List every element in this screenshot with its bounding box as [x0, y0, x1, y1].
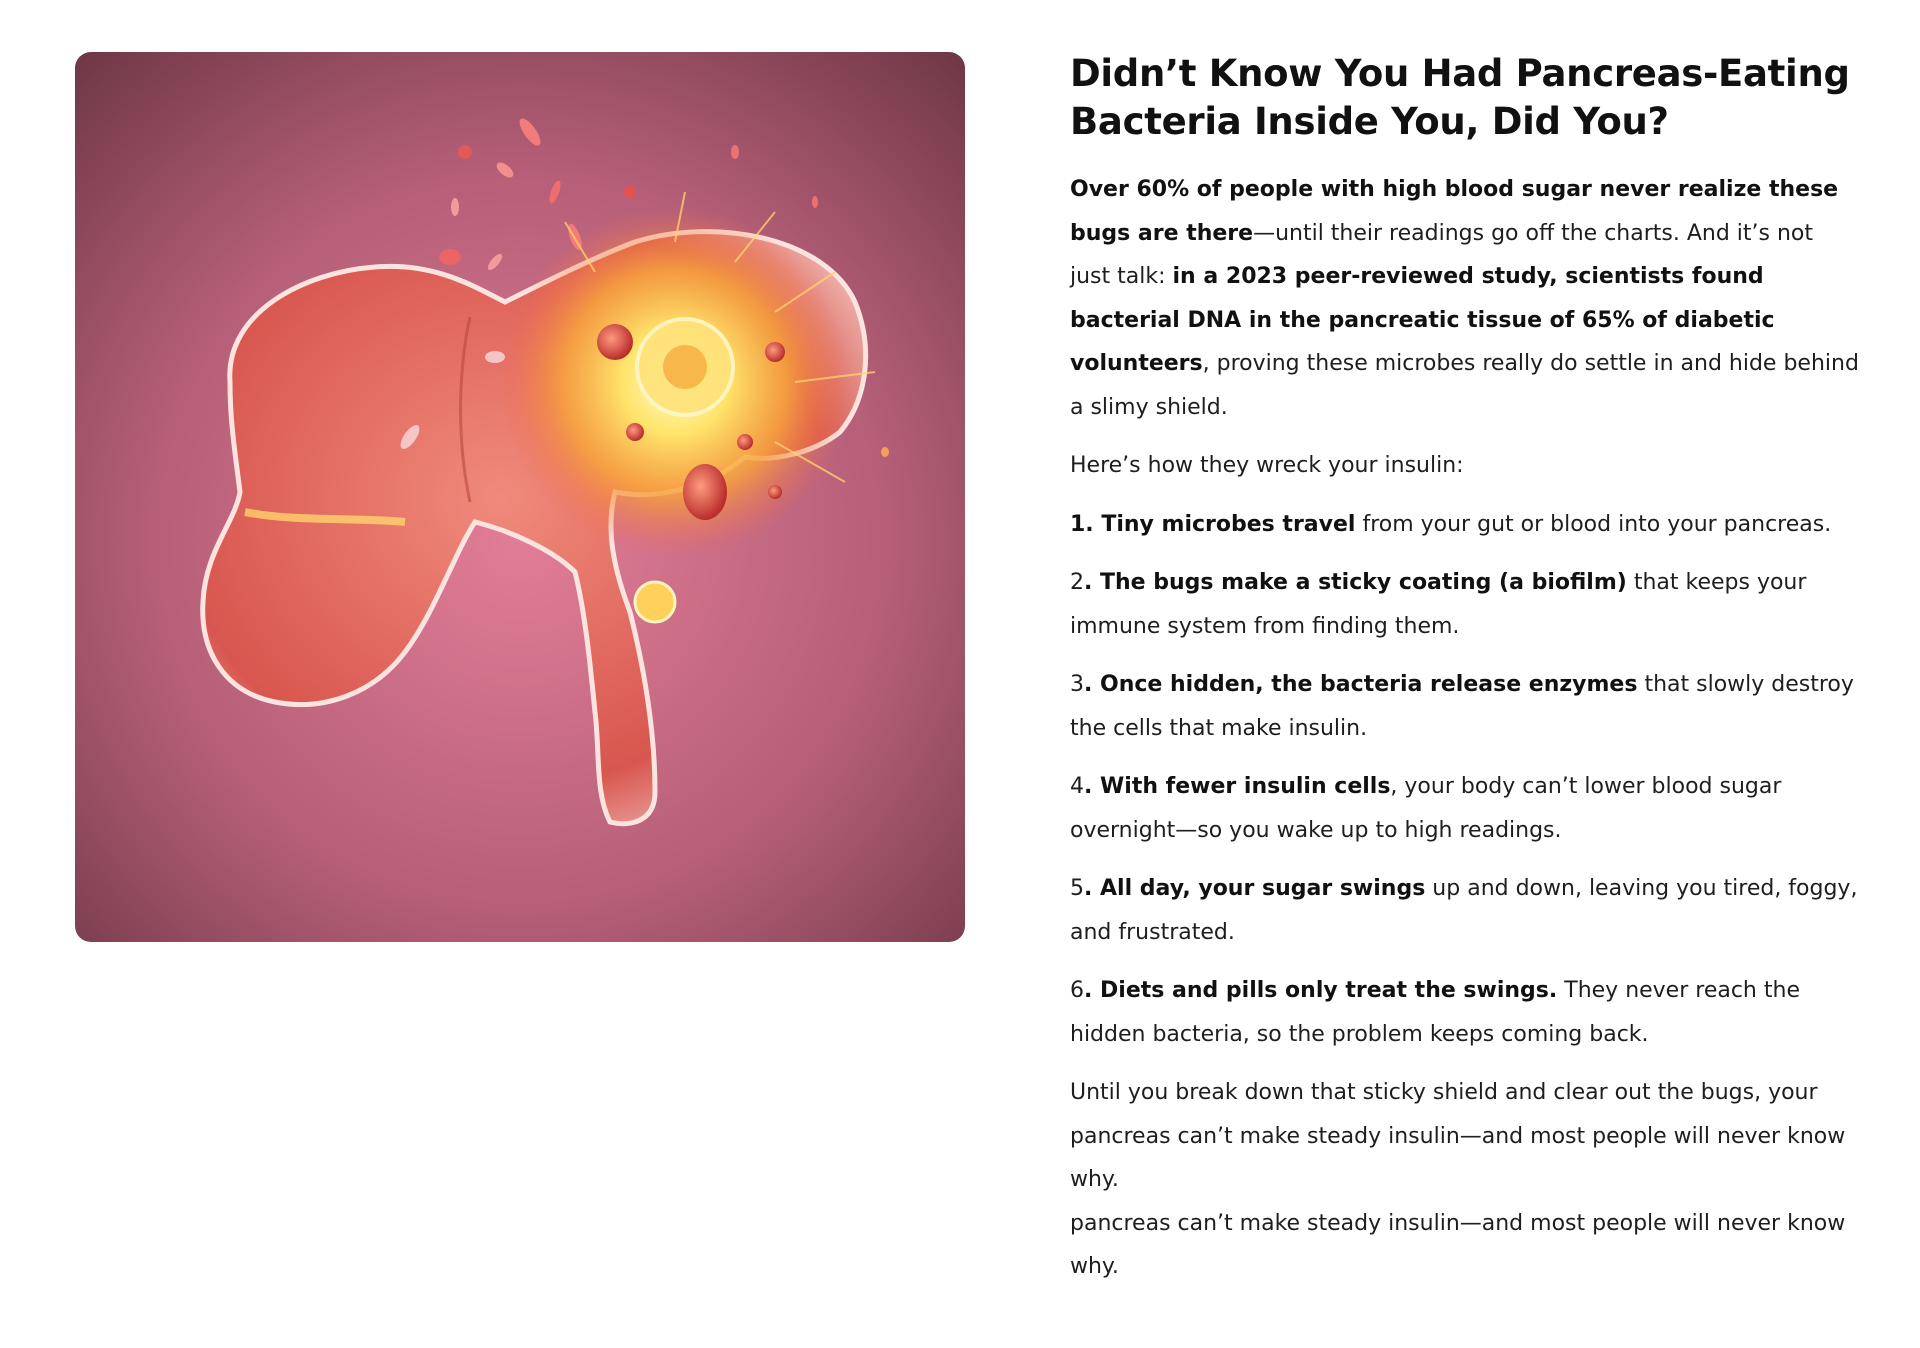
intro-text-2: , proving these microbes really do settle in and hide behind a slimy shield. [1070, 351, 1859, 420]
article-title: Didn’t Know You Had Pancreas-Eating Bacteria Inside You, Did You? [1070, 52, 1850, 143]
step-text: They never reach the hidden bacteria, so the problem keeps coming back. [1070, 978, 1800, 1047]
step-bold: Tiny microbes travel [1093, 511, 1356, 537]
step-number: 3 [1070, 672, 1084, 697]
step-text: that keeps your immune system from finding them. [1070, 570, 1807, 639]
lead-paragraph: Here’s how they wreck your insulin: [1070, 453, 1464, 478]
closing-paragraph-duplicate: pancreas can’t make steady insulin—and most people will never know why. [1070, 1210, 1846, 1279]
closing-paragraph: Until you break down that sticky shield and clear out the bugs, your pancreas can’t make steady insulin—and most people will never know why. [1070, 1080, 1846, 1192]
step-bold: . With fewer insulin cells [1084, 774, 1391, 799]
article [1070, 50, 1860, 1289]
intro-paragraph [1070, 168, 1860, 429]
step-bold: . Diets and pills only treat the swings. [1084, 978, 1558, 1003]
step-bold: . The bugs make a sticky coating (a biofilm) [1084, 570, 1627, 595]
step-bold: . Once hidden, the bacteria release enzymes [1084, 672, 1638, 697]
step-item-2 [1070, 561, 1860, 648]
intro-text-1: —until their readings go off the charts. And it’s not just talk: [1070, 220, 1813, 289]
step-item-5 [1070, 867, 1860, 954]
step-number: 6 [1070, 978, 1084, 1003]
step-bold: . All day, your sugar swings [1084, 876, 1426, 901]
step-text: , your body can’t lower blood sugar overnight—so you wake up to high readings. [1070, 774, 1782, 843]
step-number: 5 [1070, 876, 1084, 901]
step-text: that slowly destroy the cells that make insulin. [1070, 672, 1854, 741]
step-item-6 [1070, 969, 1860, 1056]
intro-bold-1: Over 60% of people with high blood sugar never realize these bugs are there [1070, 177, 1839, 246]
step-number: 4 [1070, 774, 1084, 799]
intro-bold-2: in a 2023 peer-reviewed study, scientists found bacterial DNA in the pancreatic tissue of 65% of diabetic volunteers [1070, 264, 1775, 376]
step-number: 2 [1070, 570, 1084, 595]
step-item-4 [1070, 765, 1860, 852]
step-text: up and down, leaving you tired, foggy, and frustrated. [1070, 876, 1858, 945]
step-text: from your gut or blood into your pancreas. [1355, 511, 1832, 537]
pancreas-bacteria-illustration [75, 52, 965, 942]
step-item-1 [1070, 503, 1860, 547]
step-number: 1. [1070, 511, 1094, 537]
step-item-3 [1070, 663, 1860, 750]
pancreas-bacteria-icon [75, 52, 965, 942]
